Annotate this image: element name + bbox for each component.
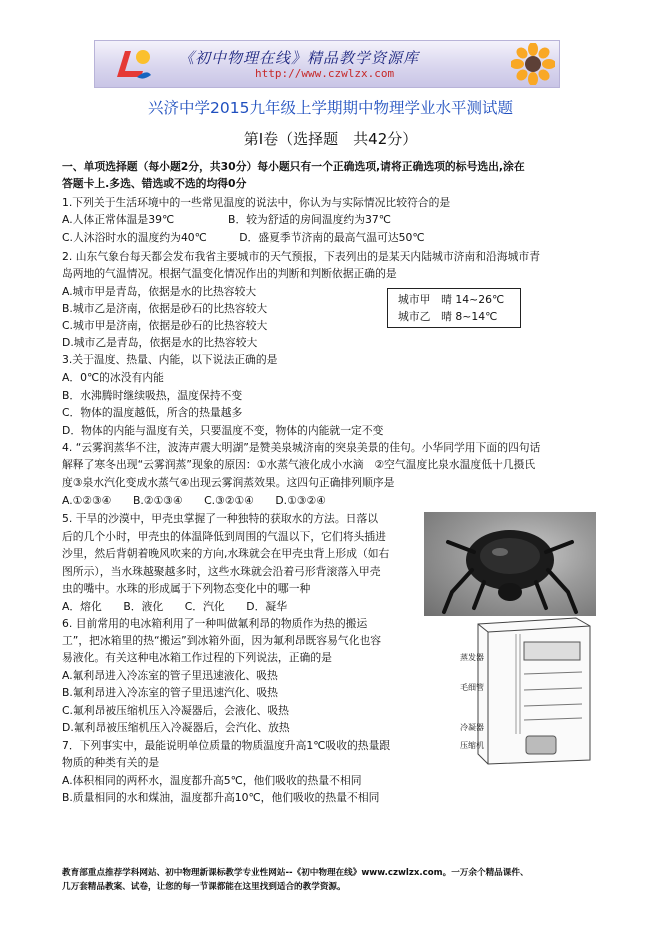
q2-option-a: A.城市甲是青岛，依据是水的比热容较大 xyxy=(62,285,257,298)
climate-row-city-b: 城市乙 晴 8~14℃ xyxy=(398,310,498,323)
q7-option-a: A.体积相同的两杯水，温度都升高5℃，他们吸收的热量不相同 xyxy=(62,774,362,787)
q6-option-c: C.氟利昂被压缩机压入冷凝器后，会液化、吸热 xyxy=(62,704,289,717)
banner-title: 《初中物理在线》精品教学资源库 xyxy=(179,49,420,67)
climate-row-city-a: 城市甲 晴 14~26℃ xyxy=(398,293,505,306)
q1-options-ab: A.人体正常体温是39℃ B．较为舒适的房间温度约为37℃ xyxy=(62,213,391,226)
q7-option-b: B.质量相同的水和煤油，温度都升高10℃，他们吸收的热量不相同 xyxy=(62,791,380,804)
q3-stem: 3.关于温度、热量、内能，以下说法正确的是 xyxy=(62,353,278,366)
q1-stem: 1.下列关于生活环境中的一些常见温度的说法中，你认为与实际情况比较符合的是 xyxy=(62,196,451,209)
footer-line2: 几万套精品教案、试卷，让您的每一节课都能在这里找到适合的教学资源。 xyxy=(62,882,346,892)
q7-stem-line1: 7．下列事实中，最能说明单位质量的物质温度升高1℃吸收的热量跟 xyxy=(62,739,391,752)
q2-option-c: C.城市甲是济南，依据是砂石的比热容较大 xyxy=(62,319,268,332)
q3-option-a: A．0℃的冰没有内能 xyxy=(62,371,164,384)
q4-stem-line1: 4. “云雾润蒸华不注，波涛声震大明湖”是赞美泉城济南的突泉美景的佳句。小华同学用下面的四句话 xyxy=(62,441,541,454)
fridge-diagram xyxy=(460,614,596,766)
banner-url[interactable]: http://www.czwlzx.com xyxy=(255,67,395,80)
q2-stem-line2: 岛两地的气温情况。根据气温变化情况作出的判断和判断依据正确的是 xyxy=(62,267,397,280)
q5-stem-line3: 沙里，然后背朝着晚风吹来的方向,水珠就会在甲壳虫背上形成（如右 xyxy=(62,547,390,560)
footer-line1: 教育部重点推荐学科网站、初中物理新课标教学专业性网站--《初中物理在线》www.czwlzx.com。一万余个精品课件、 xyxy=(62,868,529,878)
q4-stem-line2: 解释了寒冬出现“云雾润蒸”现象的原因：①水蒸气液化成小水滴 ②空气温度比泉水温度低十几摄氏 xyxy=(62,458,536,471)
q1-options-cd: C.人沐浴时水的温度约为40℃ D．盛夏季节济南的最高气温可达50℃ xyxy=(62,231,425,244)
site-logo-icon xyxy=(113,47,153,81)
climate-table xyxy=(387,288,521,328)
exam-subtitle: 第Ⅰ卷（选择题 共42分） xyxy=(243,130,418,148)
q6-stem-line3: 易液化。有关这种电冰箱工作过程的下列说法，正确的是 xyxy=(62,651,332,664)
label-evaporator: 蒸发器 xyxy=(460,653,484,662)
q5-stem-line5: 虫的嘴中。水珠的形成属于下列物态变化中的哪一种 xyxy=(62,582,311,595)
q5-stem-line4: 图所示），当水珠越聚越多时，这些水珠就会沿着弓形背滚落入甲壳 xyxy=(62,565,381,578)
exam-title: 兴济中学2015九年级上学期期中物理学业水平测试题 xyxy=(148,99,513,117)
q4-stem-line3: 度③泉水汽化变成水蒸气④出现云雾润蒸效果。这四句正确排列顺序是 xyxy=(62,476,395,489)
sunflower-icon xyxy=(511,43,555,85)
q6-option-b: B.氟利昂进入冷冻室的管子里迅速汽化、吸热 xyxy=(62,686,278,699)
q7-stem-line2: 物质的种类有关的是 xyxy=(62,756,160,769)
q6-stem-line2: 工”，把冰箱里的热“搬运”到冰箱外面，因为氟利昂既容易气化也容 xyxy=(62,634,382,647)
section-instruction-line2: 答题卡上.多选、错选或不选的均得0分 xyxy=(62,177,247,190)
q3-option-b: B．水沸腾时继续吸热，温度保持不变 xyxy=(62,389,243,402)
q6-option-d: D.氟利昂被压缩机压入冷凝器后，会汽化、放热 xyxy=(62,721,290,734)
q3-option-c: C．物体的温度越低，所含的热量越多 xyxy=(62,406,243,419)
q2-option-b: B.城市乙是济南，依据是砂石的比热容较大 xyxy=(62,302,268,315)
header-banner xyxy=(94,40,560,88)
q6-stem-line1: 6. 目前常用的电冰箱利用了一种叫做氟利昂的物质作为热的搬运 xyxy=(62,617,368,630)
beetle-icon xyxy=(424,512,596,616)
q5-options: A．熔化 B．液化 C．汽化 D．凝华 xyxy=(62,600,287,613)
section-instruction-line1: 一、单项选择题（每小题2分，共30分）每小题只有一个正确选项,请将正确选项的标号选出,涂在 xyxy=(62,160,525,173)
label-compressor: 压缩机 xyxy=(460,741,484,750)
q5-stem-line1: 5. 干旱的沙漠中，甲壳虫掌握了一种独特的获取水的方法。日落以 xyxy=(62,512,379,525)
label-condenser: 冷凝器 xyxy=(460,723,484,732)
q6-option-a: A.氟利昂进入冷冻室的管子里迅速液化、吸热 xyxy=(62,669,278,682)
beetle-photo xyxy=(424,512,596,616)
q2-option-d: D.城市乙是青岛，依据是水的比热容较大 xyxy=(62,336,258,349)
q4-options: A.①②③④ B.②①③④ C.③②①④ D.①③②④ xyxy=(62,494,326,507)
q5-stem-line2: 后的几个小时，甲壳虫的体温降低到周围的气温以下，它们将头插进 xyxy=(62,530,386,543)
q2-stem-line1: 2. 山东气象台每天都会发布我省主要城市的天气预报，下表列出的是某天内陆城市济南和沿海城市青 xyxy=(62,250,540,263)
label-capillary: 毛细管 xyxy=(460,683,484,692)
q3-option-d: D．物体的内能与温度有关，只要温度不变，物体的内能就一定不变 xyxy=(62,424,384,437)
fridge-icon xyxy=(466,614,596,766)
